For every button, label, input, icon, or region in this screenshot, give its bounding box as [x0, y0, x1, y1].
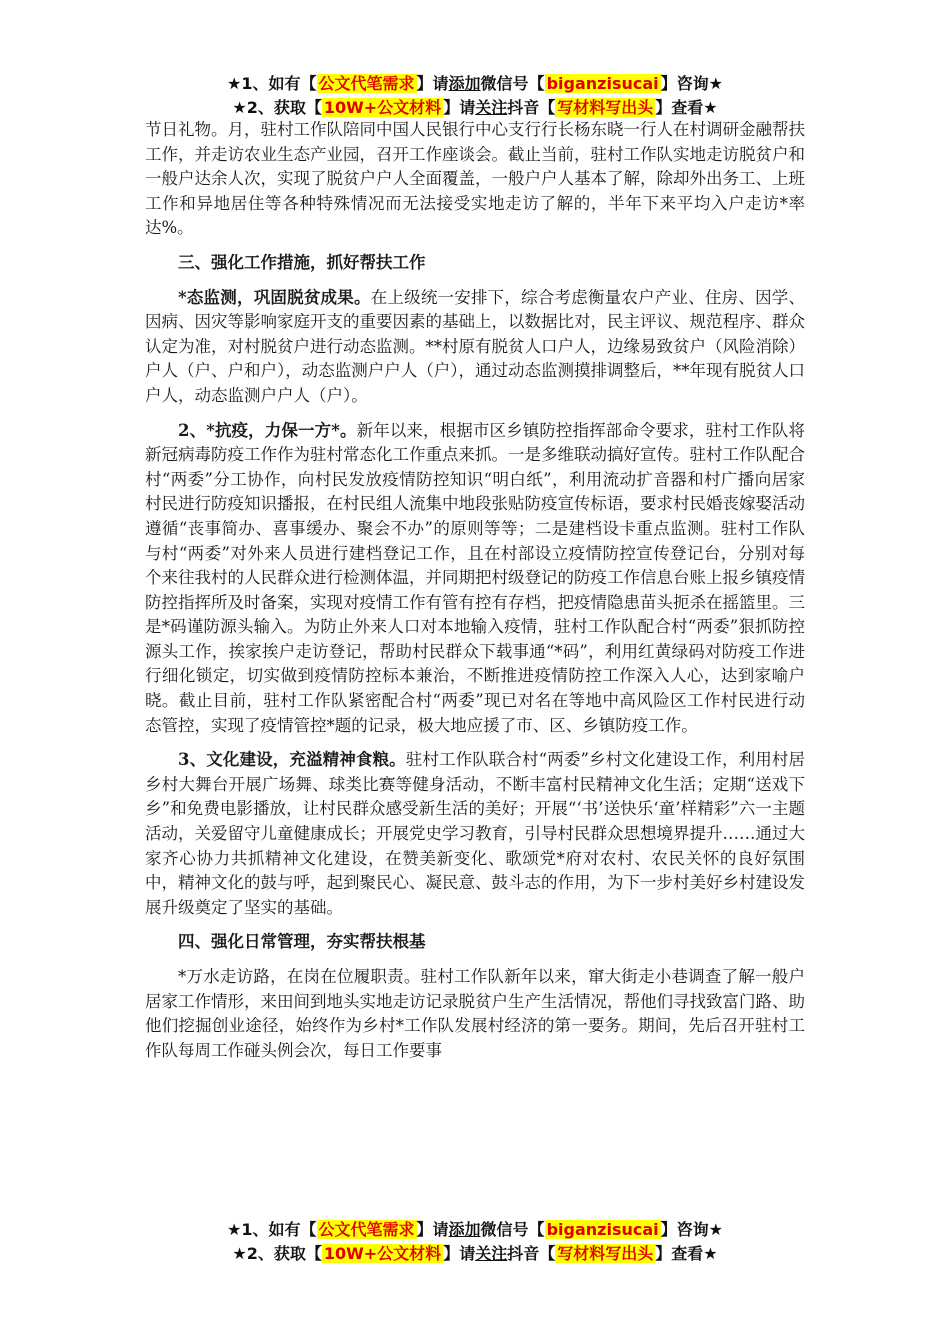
banner-underline: 添加	[448, 1220, 481, 1239]
banner-text: ★1、如有【	[227, 1220, 317, 1239]
paragraph	[145, 748, 805, 920]
banner-highlight: 写材料写出头	[557, 98, 654, 117]
promo-banner-line1	[0, 72, 950, 96]
banner-highlight: 写材料写出头	[557, 1244, 654, 1263]
banner-text: 抖音【	[507, 98, 556, 117]
paragraph	[145, 419, 805, 739]
banner-highlight: 公文代笔需求	[318, 1220, 415, 1239]
banner-text: 】请	[416, 1220, 449, 1239]
banner-text: 】请	[416, 74, 449, 93]
paragraph	[145, 286, 805, 409]
document-body	[145, 118, 805, 1073]
banner-text: ★2、获取【	[232, 1244, 322, 1263]
banner-underline: 关注	[475, 1244, 508, 1263]
banner-text: 抖音【	[507, 1244, 556, 1263]
banner-underline: 关注	[475, 98, 508, 117]
banner-text: ★1、如有【	[227, 74, 317, 93]
promo-banner-line2-bottom	[0, 1242, 950, 1266]
paragraph-text: 驻村工作队联合村“两委”乡村文化建设工作，利用村居乡村大舞台开展广场舞、球类比赛等健身活动，不断丰富村民精神文化生活；定期“送戏下乡”和免费电影播放，让村民群众感受新生活的美好；开展“‘书’送快乐‘童’样精彩”六一主题活动，关爱留守儿童健康成长；开展党史学习教育，引导村民群众思想境界提升……通过大家齐心协力共抓精神文化建设，在赞美新变化、歌颂党*府对农村、农民关怀的良好氛围中，精神文化的鼓与呼，起到聚民心、凝民意、鼓斗志的作用，为下一步村美好乡村建设发展升级奠定了坚实的基础。	[145, 750, 806, 917]
paragraph: *万水走访路，在岗在位履职责。驻村工作队新年以来，窜大街走小巷调查了解一般户居家工作情形，来田间到地头实地走访记录脱贫户生产生活情况，帮他们寻找致富门路、助他们挖掘创业途径，始终作为乡村*工作队发展村经济的第一要务。期间，先后召开驻村工作队每周工作碰头例会次，每日工作要事	[145, 967, 805, 1060]
banner-highlight: 10W+公文材料	[323, 98, 442, 117]
section-heading: 四、强化日常管理，夯实帮扶根基	[178, 932, 426, 952]
banner-text: 】查看★	[655, 98, 718, 117]
banner-highlight: 公文代笔需求	[318, 74, 415, 93]
promo-banner-line1-bottom	[0, 1218, 950, 1242]
banner-highlight: 10W+公文材料	[323, 1244, 442, 1263]
banner-text: 】咨询★	[660, 74, 723, 93]
banner-text: 】请	[443, 98, 476, 117]
section-heading: 三、强化工作措施，抓好帮扶工作	[178, 252, 426, 272]
banner-text: ★2、获取【	[232, 98, 322, 117]
paragraph-text: 新年以来，根据市区乡镇防控指挥部命令要求，驻村工作队将新冠病毒防疫工作作为驻村常态化工作重点来抓。一是多维联动搞好宣传。驻村工作队配合村“两委”分工协作，向村民发放疫情防控知识“明白纸”，利用流动扩音器和村广播向居家村民进行防疫知识播报，在村民组人流集中地段张贴防疫宣传标语，要求村民婚丧嫁娶活动遵循“丧事简办、喜事缓办、聚会不办”的原则等等；二是建档设卡重点监测。驻村工作队与村“两委”对外来人员进行建档登记工作，且在村部设立疫情防控宣传登记台，分别对每个来往我村的人民群众进行检测体温，并同期把村级登记的防疫工作信息台账上报乡镇疫情防控指挥所及时备案，实现对疫情工作有管有控有存档，把疫情隐患苗头扼杀在摇篮里。三是*码谨防源头输入。为防止外来人口对本地输入疫情，驻村工作队配合村“两委”狠抓防控源头工作，挨家挨户走访登记，帮助村民群众下载事通“*码”，利用红黄绿码对防疫工作进行细化锁定，切实做到疫情防控标本兼治，不断推进疫情防控工作深入人心，达到家喻户晓。截止目前，驻村工作队紧密配合村“两委”现已对名在等地中高风险区工作村民进行动态管控，实现了疫情管控*题的记录，极大地应援了市、区、乡镇防疫工作。	[145, 420, 806, 735]
banner-text: 】咨询★	[660, 1220, 723, 1239]
paragraph-lead: *态监测，巩固脱贫成果。	[178, 287, 371, 307]
paragraph-lead: 2、*抗疫，力保一方*。	[178, 420, 357, 440]
banner-text: 微信号【	[480, 74, 545, 93]
banner-text: 微信号【	[480, 1220, 545, 1239]
paragraph-lead: 3、文化建设，充溢精神食粮。	[178, 750, 406, 770]
banner-text: 】查看★	[655, 1244, 718, 1263]
banner-text: 】请	[443, 1244, 476, 1263]
promo-banner-line2	[0, 96, 950, 120]
banner-underline: 添加	[448, 74, 481, 93]
paragraph: 节日礼物。月，驻村工作队陪同中国人民银行中心支行行长杨东晓一行人在村调研金融帮扶工作，并走访农业生态产业园，召开工作座谈会。截止当前，驻村工作队实地走访脱贫户和一般户达余人次，实现了脱贫户户人全面覆盖，一般户户人基本了解，除却外出务工、上班工作和异地居住等各种特殊情况而无法接受实地走访了解的，半年下来平均入户走访*率达%。	[145, 120, 805, 238]
banner-highlight: biganzisucai	[546, 74, 659, 93]
banner-highlight: biganzisucai	[546, 1220, 659, 1239]
paragraph-text: 在上级统一安排下，综合考虑衡量农户产业、住房、因学、因病、因灾等影响家庭开支的重要因素的基础上，以数据比对，民主评议、规范程序、群众认定为准，对村脱贫户进行动态监测。**村原有脱贫人口户人，边缘易致贫户（风险消除）户人（户、户和户），动态监测户户人（户），通过动态监测摸排调整后，**年现有脱贫人口户人，动态监测户户人（户）。	[145, 287, 805, 405]
